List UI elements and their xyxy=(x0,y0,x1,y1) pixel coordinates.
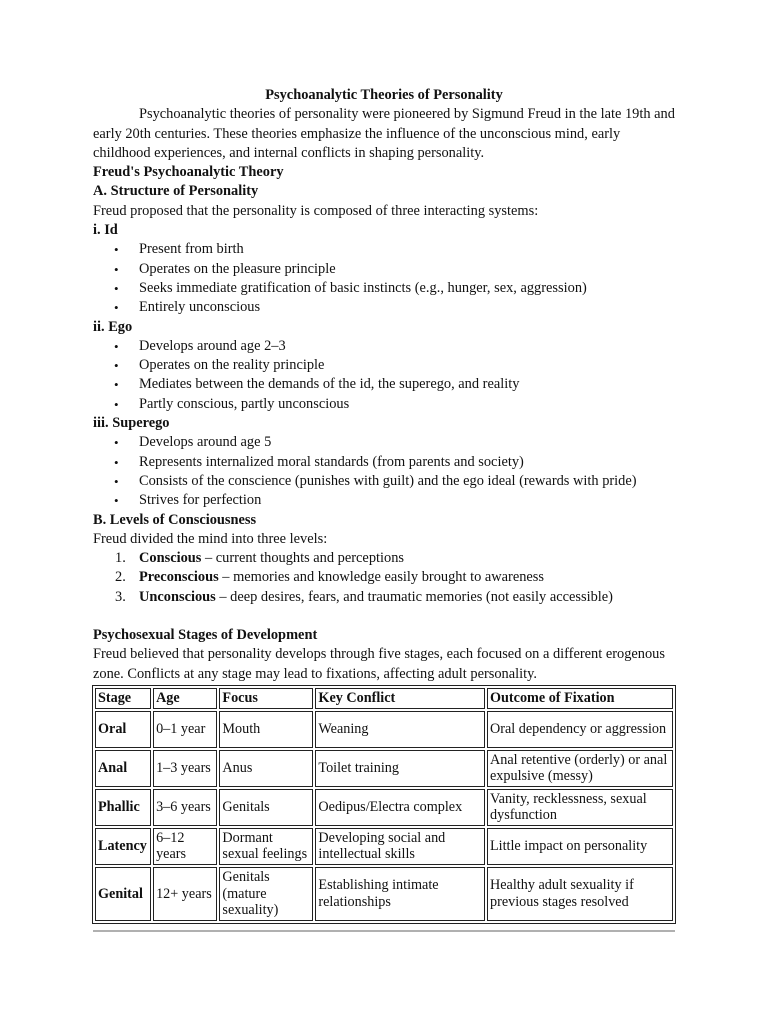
table-cell: 6–12 years xyxy=(153,828,217,865)
table-cell: Latency xyxy=(95,828,151,865)
level-desc: – memories and knowledge easily brought to awareness xyxy=(218,569,544,586)
levels-text: Freud divided the mind into three levels: xyxy=(93,530,328,547)
superego-heading: iii. Superego xyxy=(93,415,170,432)
table-row xyxy=(95,750,673,787)
freud-heading: Freud's Psychoanalytic Theory xyxy=(93,164,284,181)
level-desc: – deep desires, fears, and traumatic memories (not easily accessible) xyxy=(215,588,613,605)
table-cell: Developing social and intellectual skills xyxy=(315,828,485,865)
list-item xyxy=(93,549,675,568)
table-cell: Little impact on personality xyxy=(487,828,673,865)
table-cell: 0–1 year xyxy=(153,711,217,748)
column-header: Key Conflict xyxy=(315,688,485,709)
column-header: Focus xyxy=(219,688,313,709)
document-body xyxy=(93,86,675,924)
levels-list xyxy=(93,549,675,607)
table-cell: Healthy adult sexuality if previous stages resolved xyxy=(487,867,673,921)
table-cell: Oral xyxy=(95,711,151,748)
table-cell: Genitals xyxy=(219,789,313,826)
superego-list xyxy=(93,433,675,510)
table-row xyxy=(95,828,673,865)
table-cell: Dormant sexual feelings xyxy=(219,828,313,865)
structure-text: Freud proposed that the personality is composed of three interacting systems: xyxy=(93,202,539,219)
spacer xyxy=(93,607,675,626)
table-cell: Anal xyxy=(95,750,151,787)
list-item: • Operates on the pleasure principle xyxy=(93,260,675,279)
table-cell: Mouth xyxy=(219,711,313,748)
list-item xyxy=(93,588,675,607)
list-item: • Strives for perfection xyxy=(93,491,675,510)
list-item: • Operates on the reality principle xyxy=(93,356,675,375)
document-title: Psychoanalytic Theories of Personality xyxy=(265,87,503,103)
table-cell: 1–3 years xyxy=(153,750,217,787)
level-term: Conscious xyxy=(139,550,202,567)
level-desc: – current thoughts and perceptions xyxy=(201,550,405,567)
table-cell: Anus xyxy=(219,750,313,787)
table-cell: Oedipus/Electra complex xyxy=(315,789,485,826)
list-item: • Mediates between the demands of the id, the superego, and reality xyxy=(93,375,675,394)
list-item: • Entirely unconscious xyxy=(93,298,675,317)
intro-paragraph: Psychoanalytic theories of personality were pioneered by Sigmund Freud in the late 19th and early 20th centuries. These theories emphasize the influence of the unconscious mind, early childhood experiences, and internal conflicts in shaping personality. xyxy=(93,106,675,161)
table-row xyxy=(95,867,673,921)
ego-list xyxy=(93,337,675,414)
levels-heading: B. Levels of Consciousness xyxy=(93,511,257,528)
table-cell: 3–6 years xyxy=(153,789,217,826)
table-cell: Genitals (mature sexuality) xyxy=(219,867,313,921)
table-row xyxy=(95,711,673,748)
list-number: 3. xyxy=(115,588,126,605)
table-cell: Anal retentive (orderly) or anal expulsive (messy) xyxy=(487,750,673,787)
list-number: 2. xyxy=(115,569,126,586)
table-cell: Genital xyxy=(95,867,151,921)
list-item: • Present from birth xyxy=(93,240,675,259)
list-item: • Seeks immediate gratification of basic instincts (e.g., hunger, sex, aggression) xyxy=(93,279,675,298)
id-list xyxy=(93,240,675,317)
horizontal-rule xyxy=(93,930,675,932)
column-header: Outcome of Fixation xyxy=(487,688,673,709)
list-item: • Consists of the conscience (punishes with guilt) and the ego ideal (rewards with pride) xyxy=(93,472,675,491)
id-heading: i. Id xyxy=(93,222,118,239)
table-cell: Phallic xyxy=(95,789,151,826)
stages-heading: Psychosexual Stages of Development xyxy=(93,627,318,644)
table-cell: Vanity, recklessness, sexual dysfunction xyxy=(487,789,673,826)
list-item xyxy=(93,568,675,587)
table-cell: Toilet training xyxy=(315,750,485,787)
column-header: Stage xyxy=(95,688,151,709)
table-cell: Weaning xyxy=(315,711,485,748)
table-header-row xyxy=(95,688,673,709)
level-term: Unconscious xyxy=(139,588,216,605)
structure-heading: A. Structure of Personality xyxy=(93,183,259,200)
column-header: Age xyxy=(153,688,217,709)
list-item: • Represents internalized moral standards (from parents and society) xyxy=(93,453,675,472)
table-cell: 12+ years xyxy=(153,867,217,921)
stages-text: Freud believed that personality develops through five stages, each focused on a different erogenous zone. Conflicts at any stage may lead to fixations, affecting adult personality. xyxy=(93,646,665,682)
list-item: • Develops around age 5 xyxy=(93,433,675,452)
stages-table xyxy=(92,685,676,924)
table-row xyxy=(95,789,673,826)
list-item: • Partly conscious, partly unconscious xyxy=(93,395,675,414)
ego-heading: ii. Ego xyxy=(93,318,133,335)
table-cell: Establishing intimate relationships xyxy=(315,867,485,921)
table-cell: Oral dependency or aggression xyxy=(487,711,673,748)
level-term: Preconscious xyxy=(139,569,219,586)
list-number: 1. xyxy=(115,550,126,567)
list-item: • Develops around age 2–3 xyxy=(93,337,675,356)
